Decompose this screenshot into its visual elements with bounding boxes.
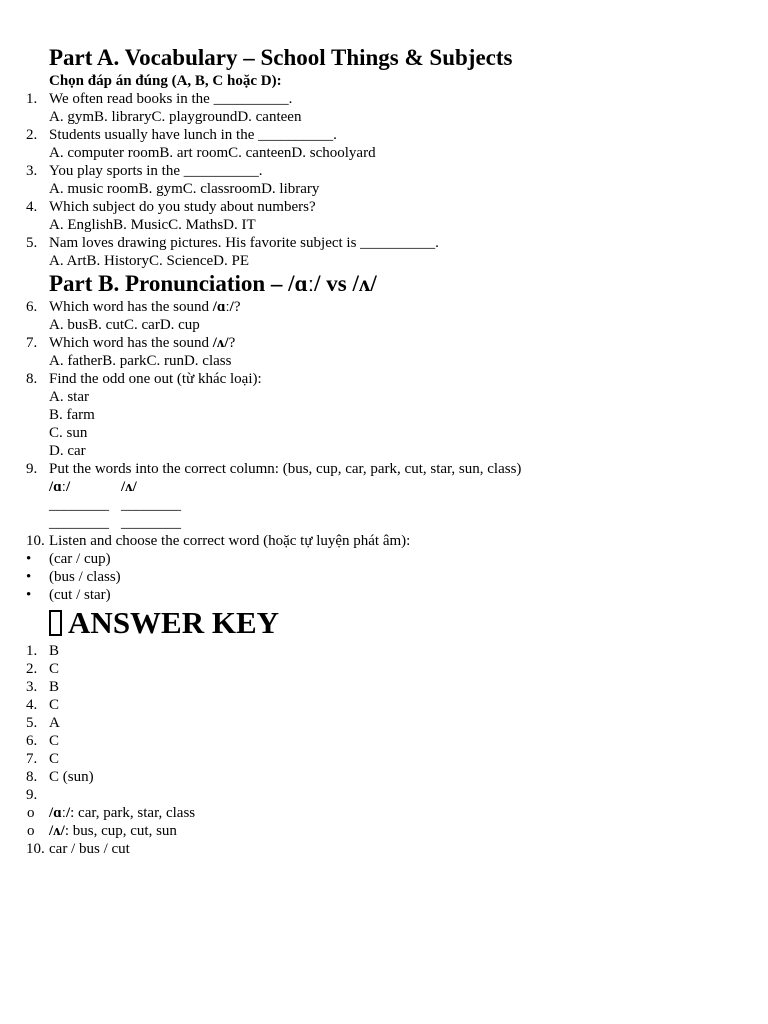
sound-symbol: /ɑː/ — [212, 299, 234, 315]
blank-line: ________ — [121, 515, 181, 531]
question-4 — [0, 198, 768, 216]
question-number: 6. — [26, 299, 38, 315]
question-number: 4. — [26, 199, 38, 215]
answer-number: 6. — [26, 733, 38, 749]
part-a-instruction: Chọn đáp án đúng (A, B, C hoặc D): — [49, 73, 282, 89]
answer-key-label: ANSWER KEY — [68, 605, 280, 640]
answer-number: 1. — [26, 643, 38, 659]
answer-row — [0, 660, 768, 678]
answer-text: A — [49, 715, 60, 731]
circle-bullet-icon: o — [27, 805, 35, 821]
list-item — [0, 586, 768, 604]
answer-text: C (sun) — [49, 769, 94, 785]
answer-row — [0, 678, 768, 696]
option-c: C. sun — [49, 425, 88, 441]
column-header-aa: /ɑː/ — [49, 479, 71, 495]
answer-text: C — [49, 697, 60, 713]
sound-symbol: /ʌ/ — [49, 823, 65, 839]
answer-number: 5. — [26, 715, 38, 731]
choice-pair: (car / cup) — [49, 551, 111, 567]
question-text: Nam loves drawing pictures. His favorite subject is __________. — [49, 235, 439, 251]
question-7 — [0, 334, 768, 352]
answer-row — [0, 840, 768, 858]
list-item — [0, 550, 768, 568]
question-text: We often read books in the __________. — [49, 91, 293, 107]
choice-pair: (bus / class) — [49, 569, 121, 585]
answer-number: 8. — [26, 769, 38, 785]
option-a: A. star — [49, 389, 89, 405]
answer-text: car / bus / cut — [49, 841, 130, 857]
question-1 — [0, 90, 768, 108]
column-headers — [0, 478, 768, 496]
question-6 — [0, 298, 768, 316]
answer-text: B — [49, 679, 60, 695]
answer-row — [0, 768, 768, 786]
question-7-options: A. fatherB. parkC. runD. class — [49, 353, 232, 369]
answer-text: B — [49, 643, 60, 659]
question-2 — [0, 126, 768, 144]
question-4-options: A. EnglishB. MusicC. MathsD. IT — [49, 217, 256, 233]
part-b-title: Part B. Pronunciation – /ɑː/ vs /ʌ/ — [49, 271, 377, 296]
answer-number: 2. — [26, 661, 38, 677]
blank-line: ________ — [121, 497, 181, 513]
answer-number: 9. — [26, 787, 38, 803]
answer-row — [0, 786, 768, 804]
answer-text: C — [49, 751, 60, 767]
sound-symbol: /ɑː/ — [49, 805, 71, 821]
bullet-icon: • — [26, 551, 32, 567]
blank-row-1 — [0, 496, 768, 514]
question-number: 5. — [26, 235, 38, 251]
column-header-uh: /ʌ/ — [121, 479, 137, 495]
question-9 — [0, 460, 768, 478]
question-3-options: A. music roomB. gymC. classroomD. library — [49, 181, 320, 197]
answer-words: : car, park, star, class — [70, 805, 196, 821]
question-text: Put the words into the correct column: (bus, cup, car, park, cut, star, sun, class) — [49, 461, 522, 477]
sound-symbol: /ʌ/ — [212, 335, 229, 351]
answer-text: C — [49, 661, 60, 677]
answer-row — [0, 642, 768, 660]
question-3 — [0, 162, 768, 180]
question-text: Students usually have lunch in the __________. — [49, 127, 337, 143]
question-text: Which subject do you study about numbers? — [49, 199, 316, 215]
blank-line: ________ — [49, 497, 109, 513]
choice-pair: (cut / star) — [49, 587, 111, 603]
answer-text: C — [49, 733, 60, 749]
answer-row — [0, 750, 768, 768]
answer-key-title — [0, 604, 768, 642]
answer-number: 7. — [26, 751, 38, 767]
answer-sub-row — [0, 822, 768, 840]
option-b: B. farm — [49, 407, 95, 423]
bullet-icon: • — [26, 569, 32, 585]
question-text: Find the odd one out (từ khác loại): — [49, 371, 262, 387]
answer-row — [0, 696, 768, 714]
question-mark: ? — [228, 335, 236, 351]
question-text: Which word has the sound — [49, 335, 213, 351]
question-number: 7. — [26, 335, 38, 351]
option-d: D. car — [49, 443, 86, 459]
question-5 — [0, 234, 768, 252]
question-8 — [0, 370, 768, 388]
question-number: 2. — [26, 127, 38, 143]
missing-glyph-icon — [49, 610, 62, 636]
answer-number: 3. — [26, 679, 38, 695]
question-number: 9. — [26, 461, 38, 477]
question-mark: ? — [233, 299, 241, 315]
question-1-options: A. gymB. libraryC. playgroundD. canteen — [49, 109, 302, 125]
worksheet — [0, 44, 768, 858]
answer-number: 4. — [26, 697, 38, 713]
answer-row — [0, 714, 768, 732]
question-number: 1. — [26, 91, 38, 107]
question-text: You play sports in the __________. — [49, 163, 263, 179]
answer-sub-row — [0, 804, 768, 822]
blank-line: ________ — [49, 515, 109, 531]
question-10 — [0, 532, 768, 550]
bullet-icon: • — [26, 587, 32, 603]
question-6-options: A. busB. cutC. carD. cup — [49, 317, 200, 333]
question-5-options: A. ArtB. HistoryC. ScienceD. PE — [49, 253, 249, 269]
answer-row — [0, 732, 768, 750]
part-a-title: Part A. Vocabulary – School Things & Subjects — [49, 45, 513, 70]
blank-row-2 — [0, 514, 768, 532]
question-2-options: A. computer roomB. art roomC. canteenD. schoolyard — [49, 145, 376, 161]
question-text: Listen and choose the correct word (hoặc tự luyện phát âm): — [49, 533, 411, 549]
question-number: 10. — [26, 533, 45, 549]
answer-number: 10. — [26, 841, 45, 857]
question-number: 3. — [26, 163, 38, 179]
circle-bullet-icon: o — [27, 823, 35, 839]
answer-words: : bus, cup, cut, sun — [64, 823, 177, 839]
question-text: Which word has the sound — [49, 299, 213, 315]
question-number: 8. — [26, 371, 38, 387]
list-item — [0, 568, 768, 586]
